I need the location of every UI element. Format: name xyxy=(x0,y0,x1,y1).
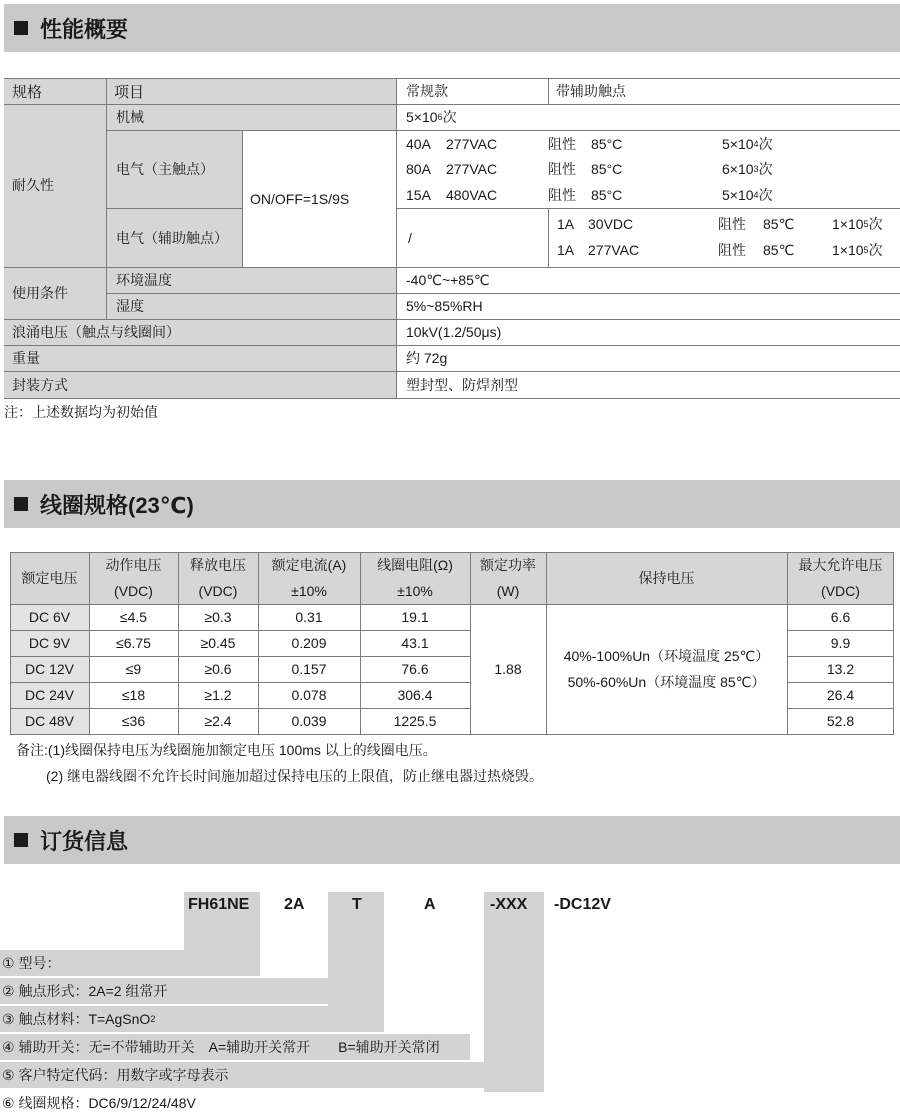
coil-row-4-current: 0.078 xyxy=(291,687,327,703)
mech-bg xyxy=(106,104,396,130)
square-bullet-icon xyxy=(14,497,28,511)
main-row-3-voltage: 480VAC xyxy=(446,187,498,203)
coil-row-3-current: 0.157 xyxy=(291,661,327,677)
coil-header-pickup: 动作电压 (VDC) xyxy=(105,557,162,599)
main-row-3-load: 阻性 xyxy=(548,187,576,203)
humidity-value: 5%~85%RH xyxy=(406,298,483,314)
code-aux-switch: A xyxy=(424,896,436,913)
code-customer: -XXX xyxy=(490,896,528,913)
aux-row-2-life: 1×10 5 次 xyxy=(832,242,883,258)
main-row-1-load: 阻性 xyxy=(548,135,576,152)
rule xyxy=(4,398,900,399)
order-item-material: ③ 触点材料：T=AgSnO 2 xyxy=(0,1006,384,1032)
rule xyxy=(106,78,107,319)
surge-value: 10kV(1.2/50μs) xyxy=(406,324,502,340)
coil-row-4-resistance: 306.4 xyxy=(397,687,433,703)
coil-row-2-pickup: ≤6.75 xyxy=(116,635,151,651)
coil-row-1-resistance: 19.1 xyxy=(401,609,429,625)
durability-label: 耐久性 xyxy=(12,177,54,193)
main-row-3-current: 15A xyxy=(406,187,431,203)
coil-row-2-rated: DC 9V xyxy=(28,635,71,651)
coil-row-5-resistance: 1225.5 xyxy=(393,713,437,729)
section-coil-header xyxy=(4,480,900,528)
coil-row-4-max: 26.4 xyxy=(826,687,855,703)
rule xyxy=(106,208,242,209)
coil-row-4-rated: DC 24V xyxy=(24,687,75,703)
section-title: 线圈规格(23℃) xyxy=(40,492,194,518)
rule xyxy=(396,78,397,398)
rule xyxy=(106,293,900,294)
coil-row-5-current: 0.039 xyxy=(291,713,327,729)
square-bullet-icon xyxy=(14,833,28,847)
coil-note-2: (2) 继电器线圈不允许长时间施加超过保持电压的上限值，防止继电器过热烧毁。 xyxy=(46,768,543,784)
conditions-label: 使用条件 xyxy=(12,285,68,301)
coil-row-5-rated: DC 48V xyxy=(24,713,75,729)
weight-label: 重量 xyxy=(12,350,40,366)
main-row-2-temp: 85°C xyxy=(591,161,623,177)
coil-row-3-max: 13.2 xyxy=(826,661,855,677)
order-item-customer: ⑤ 客户特定代码：用数字或字母表示 xyxy=(0,1062,544,1088)
coil-header-max: 最大允许电压 (VDC) xyxy=(798,557,883,599)
coil-row-4-pickup: ≤18 xyxy=(121,687,146,703)
rule xyxy=(396,208,900,209)
order-item-aux-switch: ④ 辅助开关：无=不带辅助开关 A=辅助开关常开 B=辅助开关常闭 xyxy=(0,1034,470,1060)
aux-row-2-voltage: 277VAC xyxy=(588,242,640,258)
coil-header-power: 额定功率 (W) xyxy=(480,557,536,599)
coil-header-hold: 保持电压 xyxy=(638,570,695,586)
coil-header-current: 额定电流(A) ±10% xyxy=(271,557,347,599)
coil-row-1-rated: DC 6V xyxy=(28,609,71,625)
humidity-label: 湿度 xyxy=(116,298,144,314)
rule xyxy=(106,130,900,131)
coil-row-3-pickup: ≤9 xyxy=(125,661,142,677)
main-row-1-life: 5×10 4 次 xyxy=(722,135,773,152)
aux-standard-value: / xyxy=(408,230,412,246)
main-row-2-current: 80A xyxy=(406,161,431,177)
spec-header: 规格 xyxy=(12,83,43,101)
aux-row-1-load: 阻性 xyxy=(718,216,746,232)
main-row-2-load: 阻性 xyxy=(548,161,576,177)
coil-row-1-current: 0.31 xyxy=(295,609,323,625)
weight-value: 约 72g xyxy=(406,350,448,366)
section-performance-header xyxy=(4,4,900,52)
coil-row-1-max: 6.6 xyxy=(830,609,851,625)
rule xyxy=(548,78,549,104)
onoff-value: ON/OFF=1S/9S xyxy=(250,191,350,207)
main-row-2-life: 6×10 3 次 xyxy=(722,161,773,177)
order-item-coil: ⑥ 线圈规格：DC6/9/12/24/48V xyxy=(2,1095,196,1111)
coil-row-1-pickup: ≤4.5 xyxy=(119,609,148,625)
coil-note-1: 备注:(1)线圈保持电压为线圈施加额定电压 100ms 以上的线圈电压。 xyxy=(16,742,437,758)
coil-header-release: 释放电压 (VDC) xyxy=(190,557,246,599)
main-row-2-voltage: 277VAC xyxy=(446,161,498,177)
coil-row-3-rated: DC 12V xyxy=(24,661,75,677)
aux-row-1-temp: 85℃ xyxy=(763,215,795,232)
order-item-contact-form: ② 触点形式：2A=2 组常开 xyxy=(0,978,328,1004)
coil-row-2-resistance: 43.1 xyxy=(401,635,429,651)
elec-main-label: 电气（主触点） xyxy=(116,161,214,177)
coil-row-2-max: 9.9 xyxy=(830,635,851,651)
section-title: 订货信息 xyxy=(40,828,129,854)
mechanical-value: 5×10 6 次 xyxy=(406,109,457,125)
section-order-header xyxy=(4,816,900,864)
main-row-1-voltage: 277VAC xyxy=(446,135,498,152)
code-contact-form: 2A xyxy=(284,896,305,913)
mechanical-label: 机械 xyxy=(116,109,144,125)
coil-row-2-release: ≥0.45 xyxy=(200,635,236,651)
package-value: 塑封型、防焊剂型 xyxy=(406,376,518,393)
code-coil: -DC12V xyxy=(554,896,611,913)
coil-row-5-release: ≥2.4 xyxy=(204,713,232,729)
coil-row-5-max: 52.8 xyxy=(826,713,855,729)
aux-row-1-voltage: 30VDC xyxy=(588,216,634,232)
coil-power: 1.88 xyxy=(494,661,522,677)
coil-header-resistance: 线圈电阻(Ω) ±10% xyxy=(377,557,453,599)
aux-row-2-load: 阻性 xyxy=(718,242,746,258)
coil-hold: 40%-100%Un（环境温度 25℃） 50%-60%Un（环境温度 85℃） xyxy=(563,648,770,690)
temp-label: 环境温度 xyxy=(116,272,172,288)
order-item-model: ① 型号： xyxy=(0,950,260,976)
coil-row-2-current: 0.209 xyxy=(291,635,327,651)
coil-row-1-release: ≥0.3 xyxy=(204,609,232,625)
rule xyxy=(10,734,894,735)
aux-header: 带辅助触点 xyxy=(556,83,626,99)
aux-row-1-life: 1×10 5 次 xyxy=(832,216,883,232)
coil-header-rated: 额定电压 xyxy=(21,570,78,586)
coil-row-4-release: ≥1.2 xyxy=(204,687,232,703)
aux-row-2-temp: 85℃ xyxy=(763,241,795,258)
coil-row-3-release: ≥0.6 xyxy=(204,661,232,677)
code-material: T xyxy=(352,896,362,913)
code-model: FH61NE xyxy=(188,896,250,913)
aux-row-1-current: 1A xyxy=(557,216,575,232)
square-bullet-icon xyxy=(14,21,28,35)
header-bg xyxy=(4,78,396,104)
rule xyxy=(4,345,900,346)
main-row-1-current: 40A xyxy=(406,135,431,152)
coil-row-3-resistance: 76.6 xyxy=(401,661,429,677)
rule xyxy=(4,78,900,79)
package-label: 封装方式 xyxy=(12,376,68,393)
section1-note: 注：上述数据均为初始值 xyxy=(4,404,158,420)
standard-header: 常规款 xyxy=(406,83,448,99)
aux-row-2-current: 1A xyxy=(557,242,575,258)
main-row-1-temp: 85°C xyxy=(591,135,623,152)
item-header: 项目 xyxy=(114,83,145,101)
elec-aux-label: 电气（辅助触点） xyxy=(116,230,228,246)
main-row-3-temp: 85°C xyxy=(591,187,623,203)
surge-label: 浪涌电压（触点与线圈间） xyxy=(12,324,180,340)
rule xyxy=(548,208,549,267)
rule xyxy=(242,130,243,267)
main-row-3-life: 5×10 4 次 xyxy=(722,187,773,203)
coil-row-5-pickup: ≤36 xyxy=(121,713,146,729)
section-title: 性能概要 xyxy=(40,16,129,42)
temp-value: -40℃~+85℃ xyxy=(406,271,490,288)
